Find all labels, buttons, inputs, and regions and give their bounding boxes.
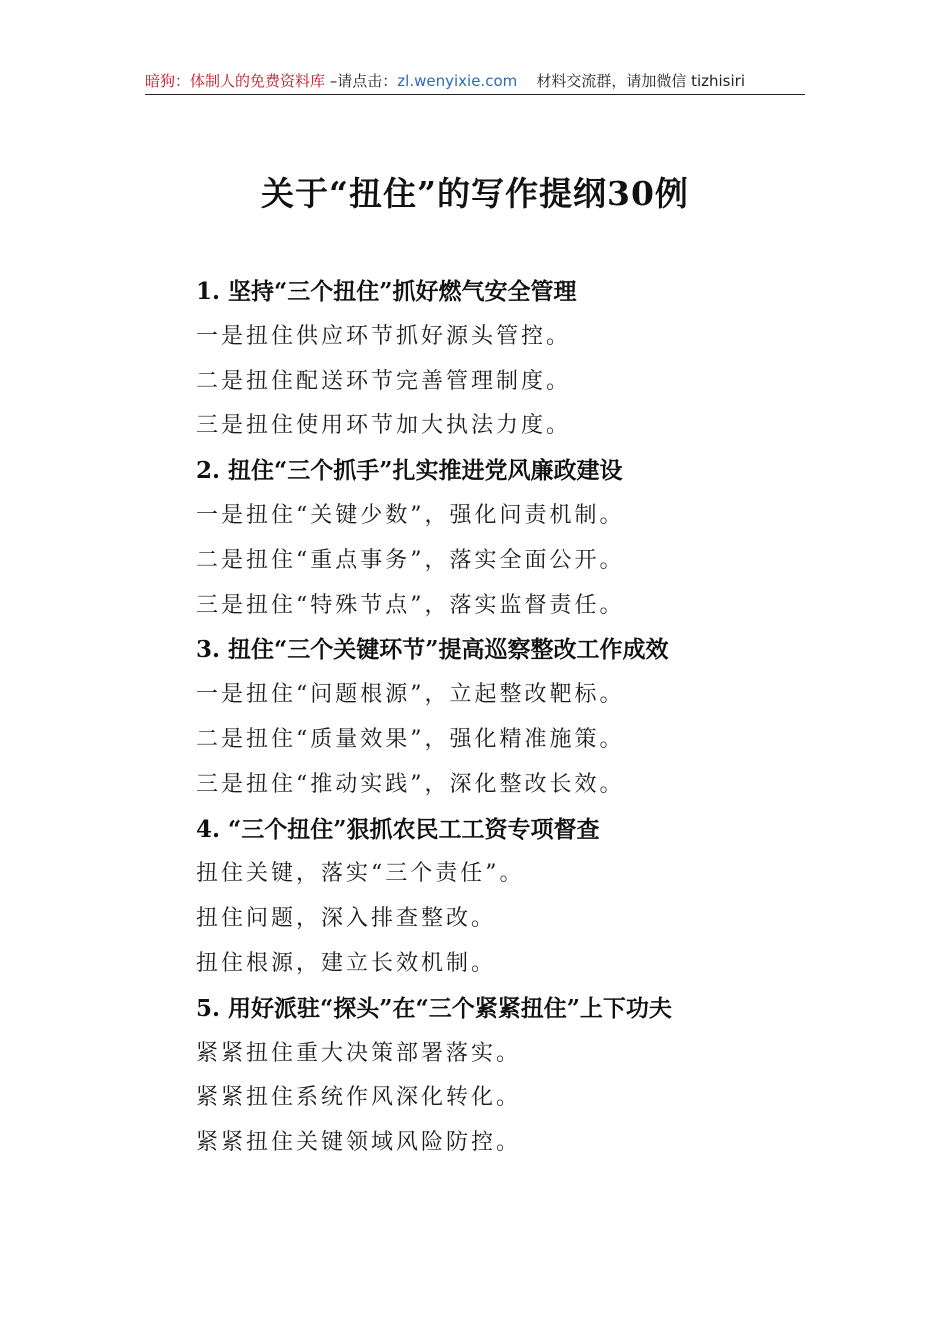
page-header xyxy=(145,68,805,95)
outline-item: 紧紧扭住重大决策部署落实。 xyxy=(196,1040,522,1066)
outline-item: 三是扭住“特殊节点”，落实监督责任。 xyxy=(196,592,625,618)
outline-section xyxy=(196,808,836,987)
section-heading: 5. 用好派驻“探头”在“三个紧紧扭住”上下功夫 xyxy=(196,994,672,1022)
section-heading: 4. “三个扭住”狠抓农民工工资专项督查 xyxy=(196,815,600,843)
section-heading: 2. 扭住“三个抓手”扎实推进党风廉政建设 xyxy=(196,457,623,485)
outline-item: 扭住关键，落实“三个责任”。 xyxy=(196,861,525,887)
site-link[interactable]: zl.wenyixie.com xyxy=(397,72,518,90)
outline-item: 二是扭住配送环节完善管理制度。 xyxy=(196,368,572,394)
outline-section xyxy=(196,987,836,1166)
document-body xyxy=(196,270,836,1166)
outline-item: 二是扭住“质量效果”，强化精准施策。 xyxy=(196,726,625,752)
section-heading: 1. 坚持“三个扭住”抓好燃气安全管理 xyxy=(196,278,577,305)
outline-section xyxy=(196,628,836,807)
outline-item: 一是扭住“关键少数”，强化问责机制。 xyxy=(196,502,625,528)
section-heading: 3. 扭住“三个关键环节”提高巡察整改工作成效 xyxy=(196,636,669,664)
outline-item: 一是扭住“问题根源”，立起整改靶标。 xyxy=(196,682,625,708)
outline-item: 紧紧扭住关键领域风险防控。 xyxy=(196,1130,522,1156)
outline-item: 二是扭住“重点事务”，落实全面公开。 xyxy=(196,547,625,573)
wechat-text: 材料交流群，请加微信 tizhisiri xyxy=(536,72,745,90)
click-label: –请点击： xyxy=(325,72,398,90)
outline-section xyxy=(196,449,836,628)
document-title: 关于“扭住”的写作提纲30例 xyxy=(261,174,689,213)
outline-item: 扭住问题，深入排查整改。 xyxy=(196,906,497,932)
outline-section xyxy=(196,270,836,449)
outline-item: 三是扭住“推动实践”，深化整改长效。 xyxy=(196,771,625,797)
site-label: 暗狗：体制人的免费资料库 xyxy=(145,72,326,90)
outline-item: 一是扭住供应环节抓好源头管控。 xyxy=(196,323,572,349)
outline-item: 紧紧扭住系统作风深化转化。 xyxy=(196,1085,522,1111)
outline-item: 三是扭住使用环节加大执法力度。 xyxy=(196,413,572,439)
wechat-note xyxy=(517,72,745,90)
outline-item: 扭住根源，建立长效机制。 xyxy=(196,950,497,976)
